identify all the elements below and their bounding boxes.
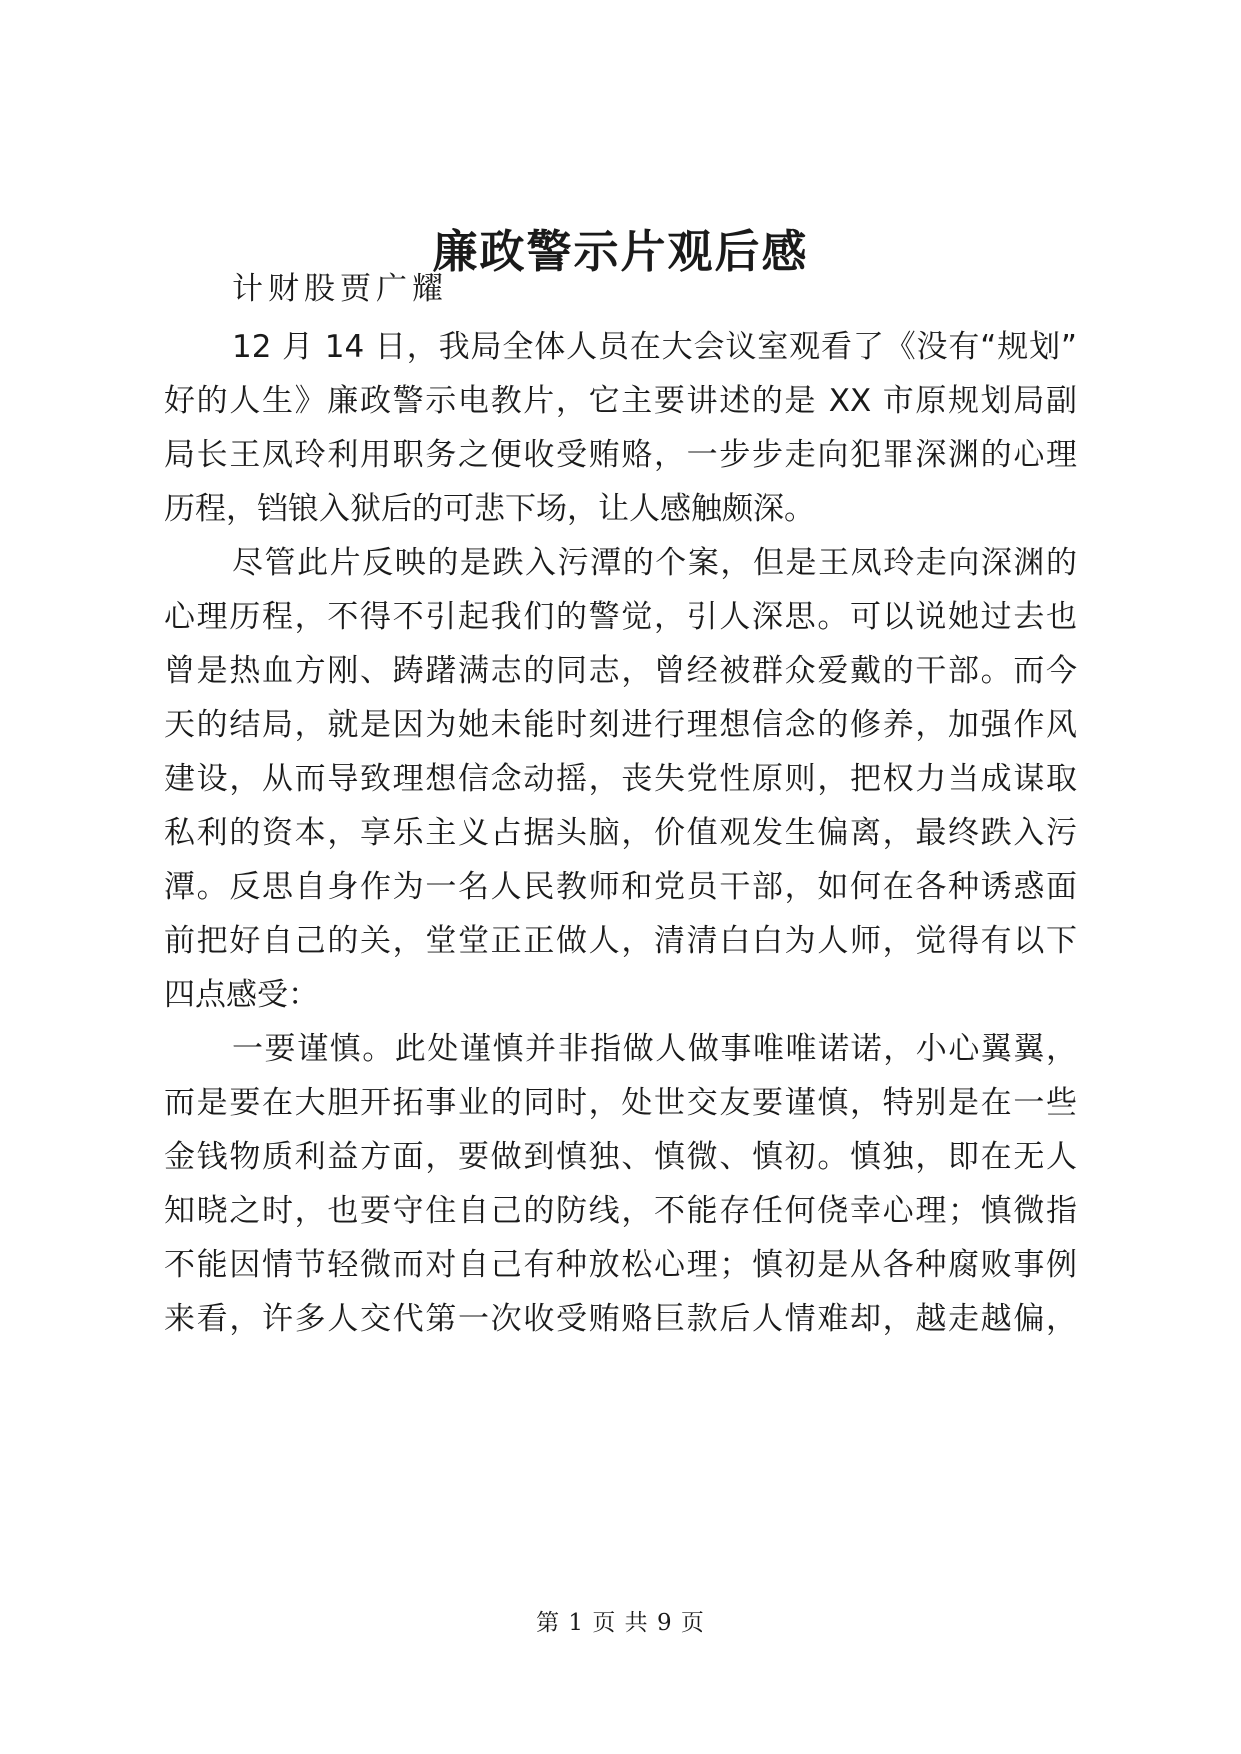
paragraph-2-line-1: 尽管此片反映的是跌入污潭的个案，但是王凤玲走向深渊的 — [232, 545, 1077, 581]
paragraph-3-line-1: 一要谨慎。此处谨慎并非指做人做事唯唯诺诺，小心翼翼， — [232, 1031, 1077, 1067]
document-title: 廉政警示片观后感 — [432, 225, 809, 278]
paragraph-2-line-8: 前把好自己的关，堂堂正正做人，清清白白为人师，觉得有以下 — [164, 923, 1077, 959]
paragraph-2-line-5: 建设，从而导致理想信念动摇，丧失党性原则，把权力当成谋取 — [164, 761, 1077, 797]
paragraph-3-line-6: 来看，许多人交代第一次收受贿赂巨款后人情难却，越走越偏， — [164, 1301, 1077, 1337]
paragraph-3-line-4: 知晓之时，也要守住自己的防线，不能存任何侥幸心理；慎微指 — [164, 1193, 1077, 1229]
author-line: 计财股贾广耀 — [232, 271, 448, 307]
paragraph-2-line-3: 曾是热血方刚、踌躇满志的同志，曾经被群众爱戴的干部。而今 — [164, 653, 1077, 689]
paragraph-2-line-7: 潭。反思自身作为一名人民教师和党员干部，如何在各种诱惑面 — [164, 869, 1077, 905]
paragraph-1-line-3: 局长王凤玲利用职务之便收受贿赂，一步步走向犯罪深渊的心理 — [164, 437, 1077, 473]
paragraph-2-line-2: 心理历程，不得不引起我们的警觉，引人深思。可以说她过去也 — [164, 599, 1077, 635]
page-number-footer: 第 1 页 共 9 页 — [536, 1610, 705, 1636]
paragraph-3-line-2: 而是要在大胆开拓事业的同时，处世交友要谨慎，特别是在一些 — [164, 1085, 1077, 1121]
paragraph-2-line-6: 私利的资本，享乐主义占据头脑，价值观发生偏离，最终跌入污 — [164, 815, 1077, 851]
paragraph-2-line-9: 四点感受： — [164, 977, 319, 1013]
paragraph-3-line-5: 不能因情节轻微而对自己有种放松心理；慎初是从各种腐败事例 — [164, 1247, 1077, 1283]
paragraph-1-line-2: 好的人生》廉政警示电教片，它主要讲述的是 XX 市原规划局副 — [164, 383, 1077, 419]
paragraph-3-line-3: 金钱物质利益方面，要做到慎独、慎微、慎初。慎独，即在无人 — [164, 1139, 1077, 1175]
paragraph-1-line-4: 历程，铛锒入狱后的可悲下场，让人感触颇深。 — [164, 491, 815, 527]
paragraph-2-line-4: 天的结局，就是因为她未能时刻进行理想信念的修养，加强作风 — [164, 707, 1077, 743]
paragraph-1-line-1: 12 月 14 日，我局全体人员在大会议室观看了《没有“规划” — [232, 329, 1077, 365]
